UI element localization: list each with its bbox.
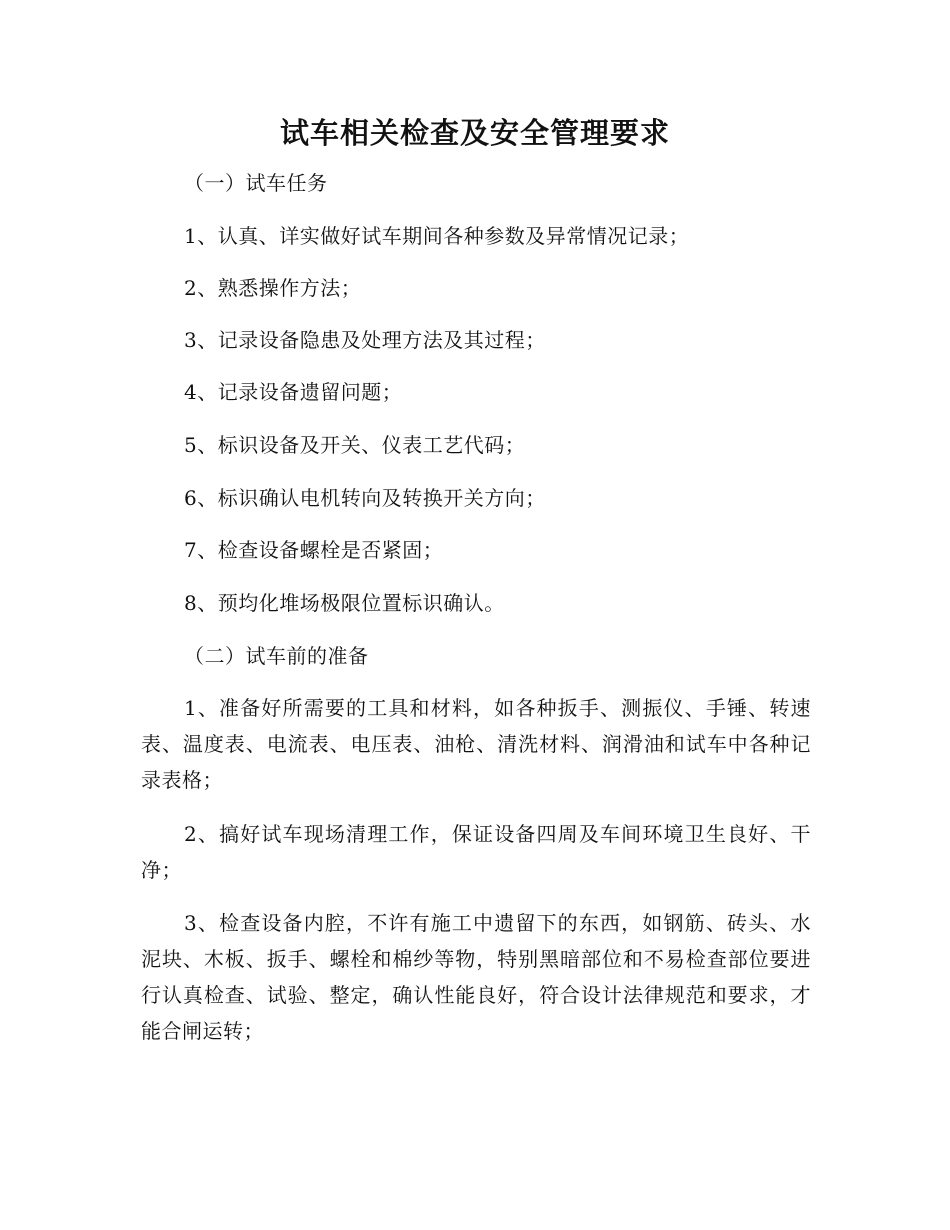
task-item: 1、认真、详实做好试车期间各种参数及异常情况记录； bbox=[184, 224, 690, 248]
task-item: 8、预均化堆场极限位置标识确认。 bbox=[184, 591, 505, 615]
document-title: 试车相关检查及安全管理要求 bbox=[279, 116, 670, 150]
section-heading-preparation: （二）试车前的准备 bbox=[184, 644, 369, 668]
task-item: 3、记录设备隐患及处理方法及其过程； bbox=[184, 328, 546, 352]
preparation-item: 2、搞好试车现场清理工作，保证设备四周及车间环境卫生良好、干净； bbox=[141, 822, 811, 882]
task-item: 5、标识设备及开关、仪表工艺代码； bbox=[184, 433, 526, 457]
section-heading-task: （一）试车任务 bbox=[184, 171, 328, 195]
preparation-item: 1、准备好所需要的工具和材料，如各种扳手、测振仪、手锤、转速表、温度表、电流表、电压表、油枪、清洗材料、润滑油和试车中各种记录表格； bbox=[141, 696, 811, 792]
preparation-item: 3、检查设备内腔，不许有施工中遗留下的东西，如钢筋、砖头、水泥块、木板、扳手、螺栓和棉纱等物，特别黑暗部位和不易检查部位要进行认真检查、试验、整定，确认性能良好，符合设计法律规范和要求，才能合闸运转； bbox=[141, 911, 811, 1043]
task-item: 6、标识确认电机转向及转换开关方向； bbox=[184, 486, 546, 510]
task-item: 7、检查设备螺栓是否紧固； bbox=[184, 538, 444, 562]
task-item: 4、记录设备遗留问题； bbox=[184, 380, 403, 404]
task-item: 2、熟悉操作方法； bbox=[184, 276, 362, 300]
